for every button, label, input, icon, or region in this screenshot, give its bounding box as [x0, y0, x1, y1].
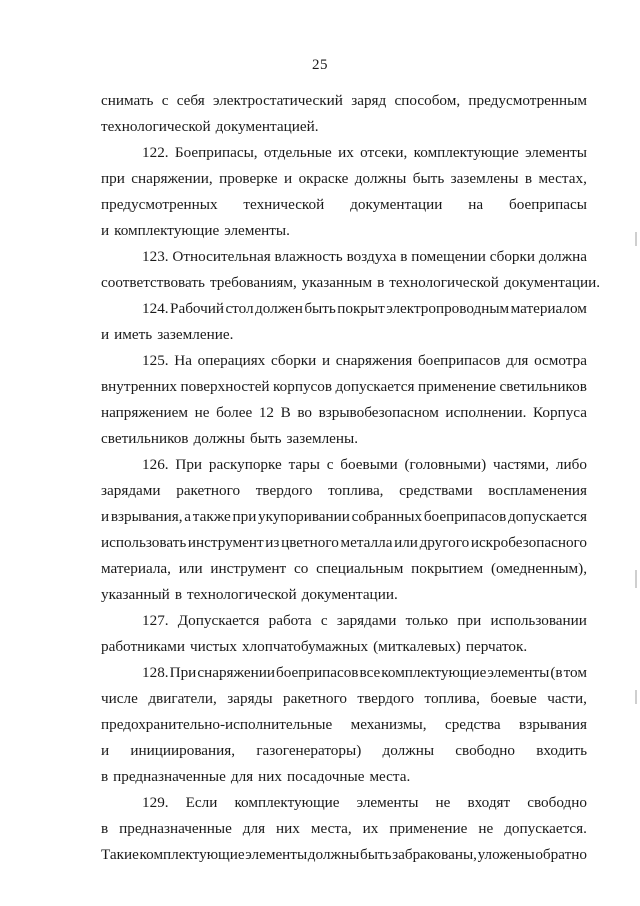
text-line: Такие комплектующие элементы должны быть забракованы, уложены обратно — [101, 846, 587, 863]
document-body — [101, 88, 601, 868]
text-line: 123. Относительная влажность воздуха в помещении сборки должна — [142, 248, 587, 265]
text-line: светильников должны быть заземлены. — [101, 430, 359, 447]
text-line: материала, или инструмент со специальным покрытием (омедненным), — [101, 560, 587, 577]
scan-edge-mark — [635, 570, 637, 588]
text-line: 127. Допускается работа с зарядами только при использовании — [142, 612, 587, 629]
text-line: и взрывания, а также при укупоривании собранных боеприпасов допускается — [101, 508, 587, 525]
page-number: 25 — [312, 57, 328, 73]
text-line: предохранительно-исполнительные механизмы, средства взрывания — [101, 716, 587, 733]
scan-edge-mark — [635, 690, 637, 704]
text-line: и инициирования, газогенераторы) должны свободно входить — [101, 742, 587, 759]
text-line: в предназначенные для них места, их применение не допускается. — [101, 820, 587, 837]
text-line: соответствовать требованиям, указанным в технологической документации. — [101, 274, 601, 291]
text-line: 122. Боеприпасы, отдельные их отсеки, комплектующие элементы — [142, 144, 587, 161]
text-line: 126. При раскупорке тары с боевыми (головными) частями, либо — [142, 456, 587, 473]
text-line: внутренних поверхностей корпусов допускается применение светильников — [101, 378, 587, 395]
text-line: 125. На операциях сборки и снаряжения боеприпасов для осмотра — [142, 352, 587, 369]
text-line: напряжением не более 12 В во взрывобезопасном исполнении. Корпуса — [101, 404, 587, 421]
text-line: снимать с себя электростатический заряд способом, предусмотренным — [101, 92, 587, 109]
text-line: предусмотренных технической документации на боеприпасы — [101, 196, 587, 213]
text-line: 128. При снаряжении боеприпасов все комплектующие элементы (в том — [142, 664, 587, 681]
text-line: использовать инструмент из цветного металла или другого искробезопасного — [101, 534, 587, 551]
text-line: и иметь заземление. — [101, 326, 234, 343]
text-line: числе двигатели, заряды ракетного твердого топлива, боевые части, — [101, 690, 587, 707]
text-line: зарядами ракетного твердого топлива, средствами воспламенения — [101, 482, 587, 499]
text-line: технологической документацией. — [101, 118, 319, 135]
text-line: при снаряжении, проверке и окраске должны быть заземлены в местах, — [101, 170, 587, 187]
text-line: 129. Если комплектующие элементы не входят свободно — [142, 794, 587, 811]
text-line: 124. Рабочий стол должен быть покрыт электропроводным материалом — [142, 300, 587, 317]
scan-edge-mark — [635, 232, 637, 246]
text-line: работниками чистых хлопчатобумажных (миткалевых) перчаток. — [101, 638, 528, 655]
text-line: в предназначенные для них посадочные места. — [101, 768, 411, 785]
text-line: и комплектующие элементы. — [101, 222, 290, 239]
text-line: указанный в технологической документации. — [101, 586, 398, 603]
